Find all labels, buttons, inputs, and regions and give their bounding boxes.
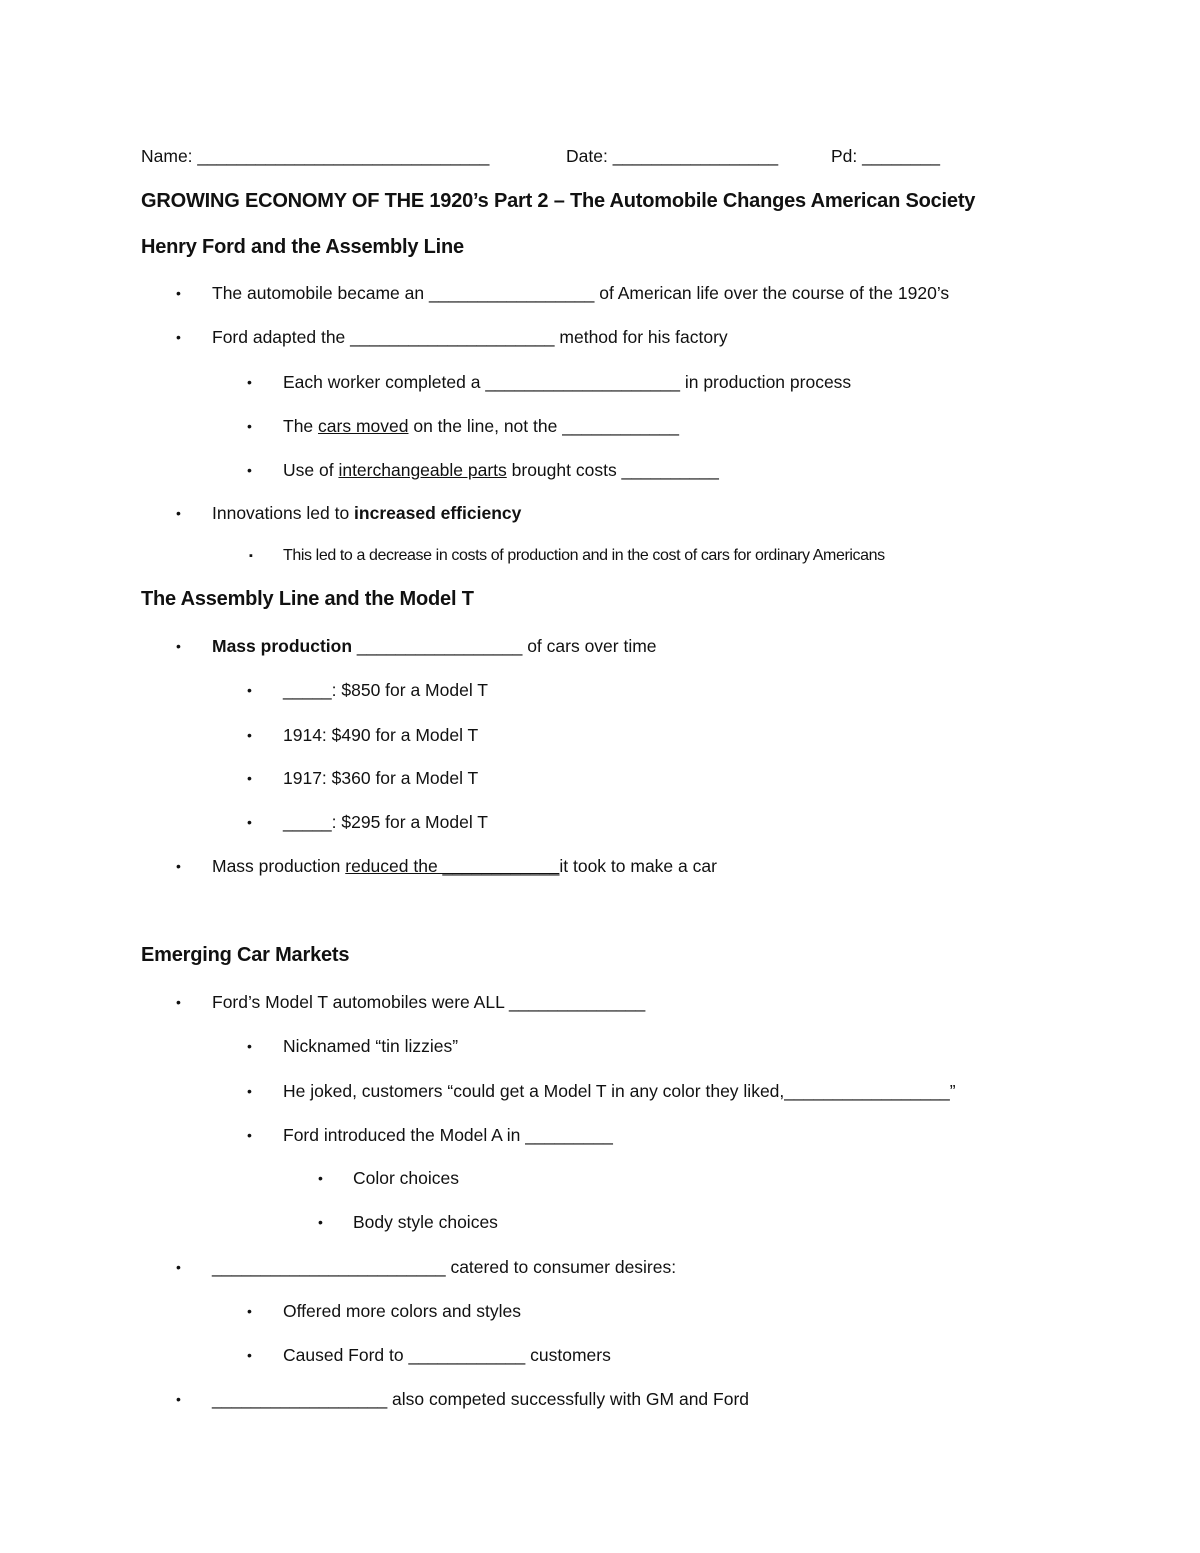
section-heading-henry-ford: Henry Ford and the Assembly Line bbox=[141, 236, 464, 258]
bullet-icon: • bbox=[247, 1038, 252, 1054]
small-bullet-icon: ▪ bbox=[249, 550, 253, 562]
bullet-icon: • bbox=[176, 858, 181, 874]
bullet-icon: • bbox=[318, 1170, 323, 1186]
list-item: Nicknamed “tin lizzies” bbox=[283, 1036, 459, 1056]
bullet-icon: • bbox=[247, 727, 252, 743]
list-item: Offered more colors and styles bbox=[283, 1301, 521, 1321]
bullet-icon: • bbox=[247, 1347, 252, 1363]
list-item: Color choices bbox=[353, 1168, 460, 1188]
list-item: Ford introduced the Model A in _________ bbox=[283, 1125, 613, 1145]
date-field: Date: _________________ bbox=[566, 146, 779, 166]
list-item: Each worker completed a ____________________ in production process bbox=[283, 372, 852, 392]
list-item: The automobile became an _________________ of American life over the course of the 1920’s bbox=[212, 283, 950, 303]
list-item: 1917: $360 for a Model T bbox=[283, 768, 479, 788]
list-item: _____: $850 for a Model T bbox=[283, 680, 488, 700]
text-run: _________________ of cars over time bbox=[352, 636, 657, 656]
list-item: This led to a decrease in costs of production and in the cost of cars for ordinary Americans bbox=[283, 547, 885, 564]
bullet-icon: • bbox=[247, 374, 252, 390]
section-heading-model-t: The Assembly Line and the Model T bbox=[141, 588, 474, 610]
list-item: Ford’s Model T automobiles were ALL ______________ bbox=[212, 992, 646, 1012]
bullet-icon: • bbox=[247, 1083, 252, 1099]
bullet-icon: • bbox=[247, 682, 252, 698]
bullet-icon: • bbox=[176, 994, 181, 1010]
text-run: Use of bbox=[283, 460, 339, 480]
bold-text: Mass production bbox=[212, 636, 353, 656]
bold-text: increased efficiency bbox=[354, 503, 522, 523]
document-title: GROWING ECONOMY OF THE 1920’s Part 2 – The Automobile Changes American Society bbox=[141, 190, 976, 212]
bullet-icon: • bbox=[176, 1391, 181, 1407]
list-item: He joked, customers “could get a Model T in any color they liked,_________________” bbox=[283, 1081, 956, 1101]
list-item bbox=[212, 502, 521, 524]
bullet-icon: • bbox=[247, 462, 252, 478]
bullet-icon: • bbox=[176, 329, 181, 345]
text-run: The bbox=[283, 416, 319, 436]
text-run: Innovations led to bbox=[212, 503, 355, 523]
bullet-icon: • bbox=[176, 638, 181, 654]
list-item: 1914: $490 for a Model T bbox=[283, 725, 479, 745]
underlined-text: reduced the ____________ bbox=[345, 856, 560, 876]
underlined-text: cars moved bbox=[318, 416, 409, 436]
bullet-icon: • bbox=[247, 770, 252, 786]
list-item bbox=[283, 459, 719, 481]
list-item: __________________ also competed successfully with GM and Ford bbox=[212, 1389, 750, 1409]
list-item: Ford adapted the _____________________ method for his factory bbox=[212, 327, 728, 347]
bullet-icon: • bbox=[176, 505, 181, 521]
bullet-icon: • bbox=[247, 418, 252, 434]
list-item bbox=[212, 635, 657, 657]
list-item: ________________________ catered to consumer desires: bbox=[212, 1257, 677, 1277]
underlined-text: interchangeable parts bbox=[338, 460, 507, 480]
list-item: _____: $295 for a Model T bbox=[283, 812, 488, 832]
bullet-icon: • bbox=[247, 1127, 252, 1143]
name-field: Name: ______________________________ bbox=[141, 146, 490, 166]
text-run: it took to make a car bbox=[559, 856, 717, 876]
text-run: brought costs __________ bbox=[506, 460, 719, 480]
bullet-icon: • bbox=[247, 1303, 252, 1319]
list-item: Caused Ford to ____________ customers bbox=[283, 1345, 611, 1365]
section-heading-car-markets: Emerging Car Markets bbox=[141, 944, 350, 966]
list-item: Body style choices bbox=[353, 1212, 498, 1232]
bullet-icon: • bbox=[176, 285, 181, 301]
list-item bbox=[212, 855, 717, 877]
bullet-icon: • bbox=[318, 1214, 323, 1230]
text-run: on the line, not the ____________ bbox=[408, 416, 679, 436]
bullet-icon: • bbox=[247, 814, 252, 830]
list-item bbox=[283, 415, 679, 437]
text-run: Mass production bbox=[212, 856, 346, 876]
period-field: Pd: ________ bbox=[831, 146, 940, 166]
bullet-icon: • bbox=[176, 1259, 181, 1275]
